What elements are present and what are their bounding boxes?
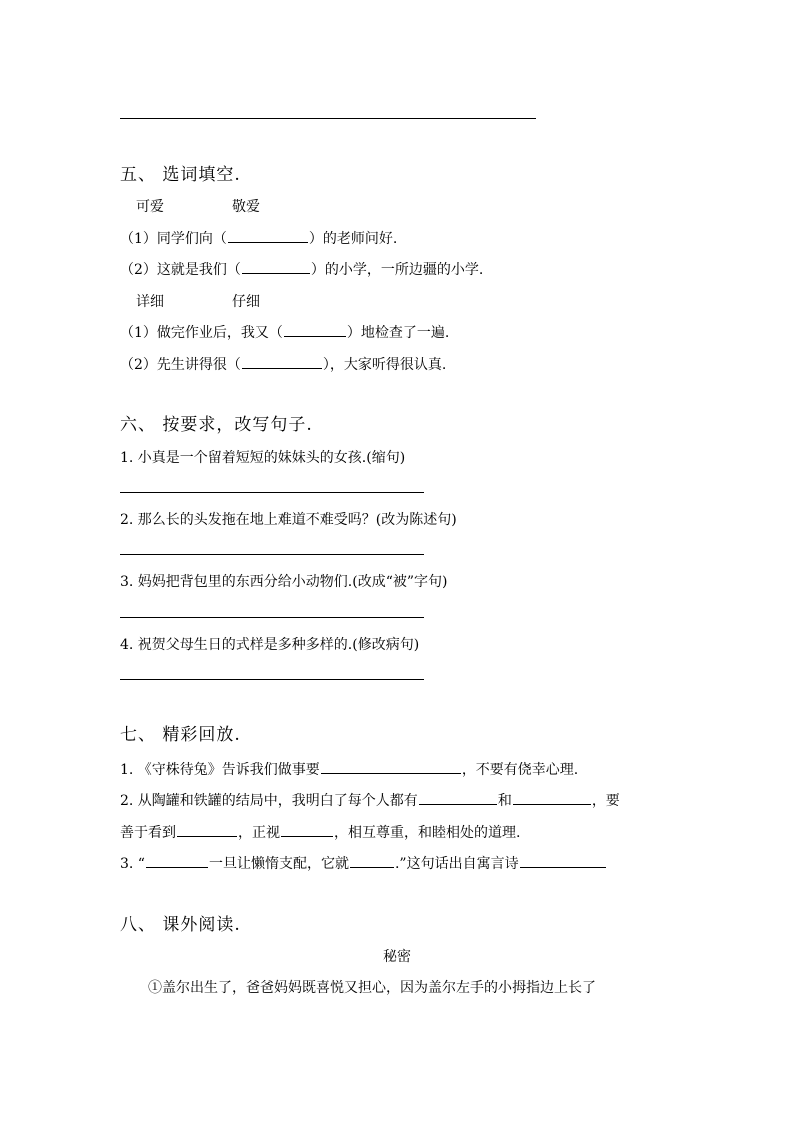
review-text: 2. 从陶罐和铁罐的结局中，我明白了每个人都有 — [120, 793, 418, 809]
answer-line[interactable] — [120, 492, 424, 493]
rewrite-item-4: 4. 祝贺父母生日的式样是多种多样的.(修改病句) — [120, 637, 420, 653]
question-text: ）的老师问好. — [308, 231, 398, 247]
answer-blank[interactable] — [242, 259, 310, 274]
question-text: （2）先生讲得很（ — [120, 357, 241, 373]
answer-line[interactable] — [120, 617, 424, 618]
review-text: ，不要有侥幸心理. — [461, 762, 579, 778]
answer-blank[interactable] — [146, 853, 208, 868]
review-line-4 — [120, 853, 607, 873]
fill-question-1 — [120, 228, 397, 248]
section-6-title: 六、 按要求，改写句子. — [120, 415, 313, 435]
section-8-title: 八、 课外阅读. — [120, 915, 241, 935]
question-text: ）的小学，一所边疆的小学. — [310, 262, 484, 278]
review-text: .”这句话出自寓言诗 — [394, 856, 519, 872]
answer-blank[interactable] — [177, 822, 237, 837]
answer-blank[interactable] — [228, 228, 308, 243]
question-text: ）地检查了一遍. — [346, 325, 450, 341]
rewrite-item-2: 2. 那么长的头发拖在地上难道不难受吗？(改为陈述句) — [120, 512, 457, 528]
answer-blank[interactable] — [242, 354, 322, 369]
fill-question-3 — [120, 322, 449, 342]
question-text: （1）做完作业后，我又（ — [120, 325, 283, 341]
word-option-1b: 敬爱 — [232, 199, 260, 215]
fill-question-4 — [120, 354, 446, 374]
word-option-1a: 可爱 — [136, 199, 164, 215]
answer-blank[interactable] — [350, 853, 394, 868]
word-option-2a: 详细 — [136, 294, 164, 310]
section-7-title: 七、 精彩回放. — [120, 725, 241, 745]
section-5-title: 五、 选词填空. — [120, 165, 241, 185]
review-text: ，要 — [591, 793, 620, 809]
fill-question-2 — [120, 259, 483, 279]
review-line-1 — [120, 759, 578, 779]
story-paragraph: ①盖尔出生了，爸爸妈妈既喜悦又担心，因为盖尔左手的小拇指边上长了 — [148, 980, 596, 996]
word-option-2b: 仔细 — [232, 294, 260, 310]
review-text: 一旦让懒惰支配，它就 — [208, 856, 349, 872]
answer-line[interactable] — [120, 679, 424, 680]
answer-blank[interactable] — [284, 322, 346, 337]
answer-line-top — [120, 118, 536, 119]
answer-blank[interactable] — [520, 853, 606, 868]
review-text: ，正视 — [238, 825, 280, 841]
question-text: （2）这就是我们（ — [120, 262, 241, 278]
review-text: 善于看到 — [120, 825, 176, 841]
answer-blank[interactable] — [419, 790, 497, 805]
question-text: （1）同学们向（ — [120, 231, 227, 247]
review-line-3 — [120, 822, 520, 842]
answer-blank[interactable] — [513, 790, 591, 805]
review-text: ，相互尊重，和睦相处的道理. — [334, 825, 521, 841]
question-text: ），大家听得很认真. — [322, 357, 447, 373]
rewrite-item-3: 3. 妈妈把背包里的东西分给小动物们.(改成“被”字句) — [120, 574, 448, 590]
answer-blank[interactable] — [321, 759, 461, 774]
review-text: 和 — [497, 793, 512, 809]
answer-blank[interactable] — [281, 822, 333, 837]
review-line-2 — [120, 790, 620, 810]
rewrite-item-1: 1. 小真是一个留着短短的妹妹头的女孩.(缩句) — [120, 450, 406, 466]
review-text: 1. 《守株待兔》告诉我们做事要 — [120, 762, 320, 778]
story-title: 秘密 — [383, 949, 411, 965]
review-text: 3. “ — [120, 856, 145, 872]
answer-line[interactable] — [120, 554, 424, 555]
